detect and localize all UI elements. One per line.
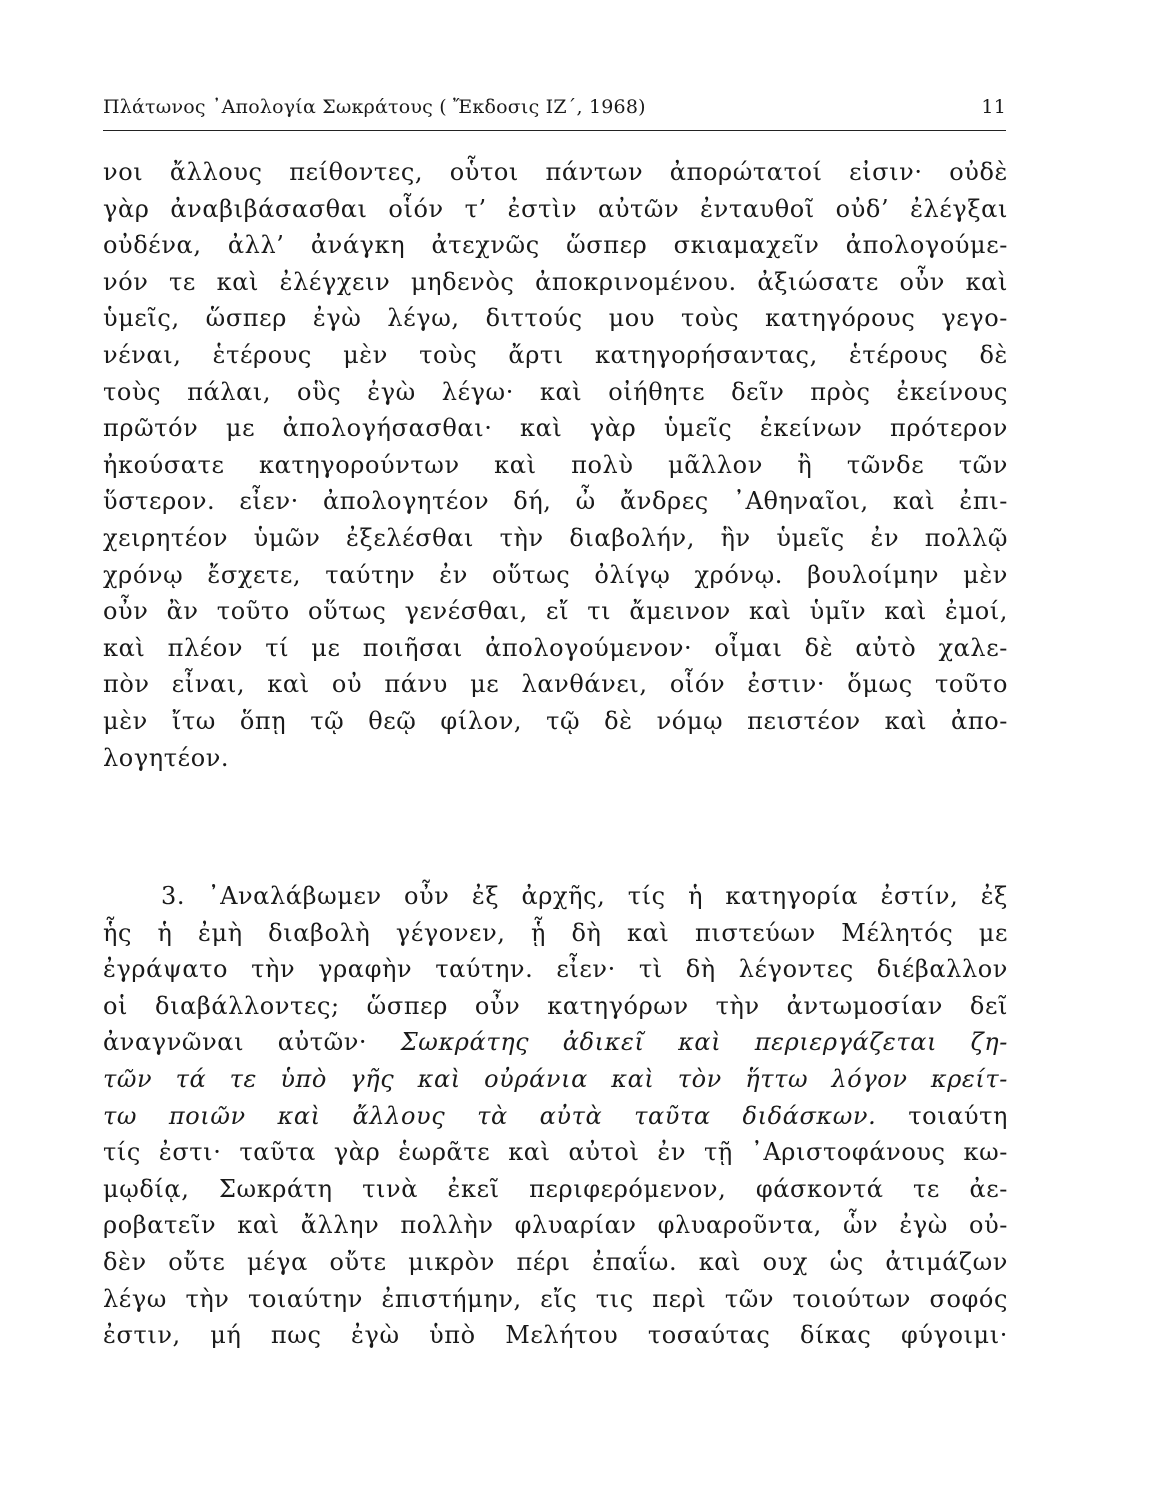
text-line: ροβατεῖν καὶ ἄλλην πολλὴν φλυαρίαν φλυαροῦντα, ὧν ἐγὼ οὐ-: [103, 1211, 1008, 1240]
text-line: νοι ἄλλους πείθοντες, οὗτοι πάντων ἀπορώτατοί εἰσιν· οὐδὲ: [103, 158, 1008, 186]
text-line: ὑμεῖς, ὥσπερ ἐγὼ λέγω, διττούς μου τοὺς κατηγόρους γεγο-: [103, 304, 1008, 333]
quoted-charge: Σωκράτης ἀδικεῖ καὶ περιεργάζεται ζη-: [400, 1028, 1008, 1057]
quoted-charge: τῶν τά τε ὑπὸ γῆς καὶ οὐράνια καὶ τὸν ἥττω λόγον κρείτ-: [103, 1064, 1008, 1093]
text-line: ἐστιν, μή πως ἐγὼ ὑπὸ Μελήτου τοσαύτας δίκας φύγοιμι·: [103, 1321, 1008, 1350]
text-line: οἱ διαβάλλοντες; ὥσπερ οὖν κατηγόρων τὴν ἀντωμοσίαν δεῖ: [103, 991, 1008, 1020]
text-line: χρόνῳ ἔσχετε, ταύτην ἐν οὕτως ὀλίγῳ χρόνῳ. βουλοίμην μὲν: [103, 560, 1008, 589]
text-line: οὐδένα, ἀλλ’ ἀνάγκη ἀτεχνῶς ὥσπερ σκιαμαχεῖν ἀπολογούμε-: [103, 231, 1008, 260]
text-line: ἧς ἡ ἐμὴ διαβολὴ γέγονεν, ᾗ δὴ καὶ πιστεύων Μέλητός με: [103, 918, 1008, 947]
text-segment: ἀναγνῶναι αὐτῶν·: [103, 1028, 368, 1057]
text-line: νόν τε καὶ ἐλέγχειν μηδενὸς ἀποκρινομένου. ἀξιώσατε οὖν καὶ: [103, 267, 1008, 296]
text-line: μὲν ἴτω ὅπῃ τῷ θεῷ φίλον, τῷ δὲ νόμῳ πειστέον καὶ ἀπο-: [103, 706, 1008, 735]
text-line: χειρητέον ὑμῶν ἐξελέσθαι τὴν διαβολήν, ἣν ὑμεῖς ἐν πολλῷ: [103, 523, 1008, 552]
header-rule: [103, 130, 1006, 131]
text-line: γὰρ ἀναβιβάσασθαι οἷόν τ’ ἐστὶν αὐτῶν ἐνταυθοῖ οὐδ’ ἐλέγξαι: [103, 194, 1008, 223]
text-line: ὕστερον. εἶεν· ἀπολογητέον δή, ὦ ἄνδρες ᾿Αθηναῖοι, καὶ ἐπι-: [103, 487, 1008, 516]
text-line: πρῶτόν με ἀπολογήσασθαι· καὶ γὰρ ὑμεῖς ἐκείνων πρότερον: [103, 414, 1008, 443]
header-title: Πλάτωνος ᾿Απολογία Σωκράτους ( Ἔκδοσις ΙΖ΄, 1968): [103, 96, 646, 118]
quoted-charge: τω ποιῶν καὶ ἄλλους τὰ αὐτὰ ταῦτα διδάσκων.: [103, 1101, 877, 1130]
text-line: τοὺς πάλαι, οὓς ἐγὼ λέγω· καὶ οἰήθητε δεῖν πρὸς ἐκείνους: [103, 377, 1008, 406]
text-line: λογητέον.: [103, 743, 230, 772]
text-line-mixed: [103, 1098, 1008, 1135]
text-line: ἠκούσατε κατηγορούντων καὶ πολὺ μᾶλλον ἢ τῶνδε τῶν: [103, 450, 1008, 479]
text-segment: τοιαύτη: [908, 1101, 1008, 1130]
text-line: νέναι, ἑτέρους μὲν τοὺς ἄρτι κατηγορήσαντας, ἑτέρους δὲ: [103, 340, 1008, 369]
running-header: [103, 96, 1006, 118]
text-line: τίς ἐστι· ταῦτα γὰρ ἑωρᾶτε καὶ αὐτοὶ ἐν τῇ ᾿Αριστοφάνους κω-: [103, 1138, 1008, 1167]
text-line: ἐγράψατο τὴν γραφὴν ταύτην. εἶεν· τὶ δὴ λέγοντες διέβαλλον: [103, 955, 1008, 984]
text-line: λέγω τὴν τοιαύτην ἐπιστήμην, εἴς τις περὶ τῶν τοιούτων σοφός: [103, 1284, 1008, 1313]
text-line: 3. ᾿Αναλάβωμεν οὖν ἐξ ἀρχῆς, τίς ἡ κατηγορία ἐστίν, ἐξ: [161, 882, 1008, 910]
text-line: καὶ πλέον τί με ποιῆσαι ἀπολογούμενον· οἶμαι δὲ αὐτὸ χαλε-: [103, 633, 1008, 662]
text-line-mixed: [103, 1024, 1008, 1061]
text-line: πὸν εἶναι, καὶ οὐ πάνυ με λανθάνει, οἷόν ἐστιν· ὅμως τοῦτο: [103, 670, 1008, 699]
text-line: μῳδίᾳ, Σωκράτη τινὰ ἐκεῖ περιφερόμενον, φάσκοντά τε ἀε-: [103, 1174, 1008, 1203]
paragraph-2: [103, 878, 1008, 1354]
paragraph-1: [103, 154, 1008, 776]
text-line: οὖν ἂν τοῦτο οὕτως γενέσθαι, εἴ τι ἄμεινον καὶ ὑμῖν καὶ ἐμοί,: [103, 597, 1008, 626]
text-line: δὲν οὔτε μέγα οὔτε μικρὸν πέρι ἐπαΐω. καὶ ουχ ὡς ἀτιμάζων: [103, 1247, 1008, 1276]
page-number: 11: [981, 96, 1006, 118]
